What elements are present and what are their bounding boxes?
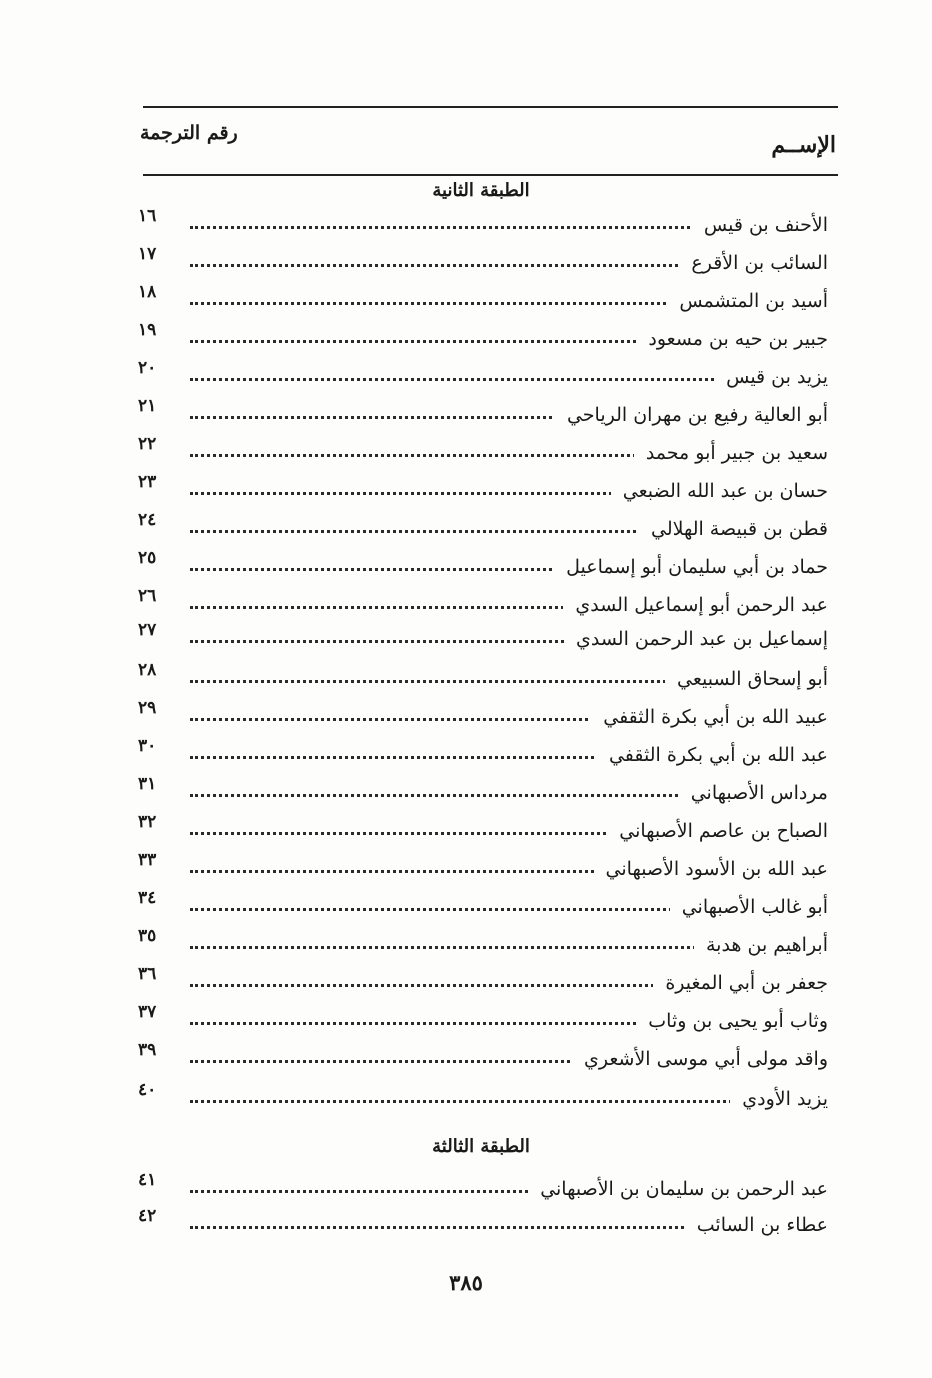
entry-number: ٣٧ — [138, 1002, 157, 1022]
list-item — [138, 926, 828, 960]
list-item — [138, 1080, 828, 1114]
list-item — [138, 396, 828, 430]
list-item — [138, 434, 828, 468]
entry-name: عبيد الله بن أبي بكرة الثقفي — [591, 702, 828, 732]
list-item — [138, 548, 828, 582]
entry-number: ٢٣ — [138, 472, 157, 492]
entry-name: جبير بن حيه بن مسعود — [636, 324, 828, 354]
entry-number: ٣٢ — [138, 812, 157, 832]
entry-name: حماد بن أبي سليمان أبو إسماعيل — [554, 552, 828, 582]
entry-number: ١٩ — [138, 320, 157, 340]
entry-number: ٢٨ — [138, 660, 157, 680]
entry-name: واقد مولى أبي موسى الأشعري — [572, 1044, 828, 1074]
entry-number: ٣٥ — [138, 926, 157, 946]
list-item — [138, 1040, 828, 1074]
entry-name: أبو غالب الأصبهاني — [670, 892, 828, 922]
column-header-number: رقم الترجمة — [140, 122, 238, 144]
header-rule — [143, 174, 838, 176]
top-rule — [143, 106, 838, 108]
entry-name: قطن بن قبيصة الهلالي — [639, 514, 828, 544]
entry-number: ٢٩ — [138, 698, 157, 718]
entry-name: مرداس الأصبهاني — [679, 778, 828, 808]
entry-name: أسيد بن المتشمس — [667, 286, 828, 316]
entry-name: أبو إسحاق السبيعي — [665, 664, 828, 694]
entry-number: ٣٤ — [138, 888, 157, 908]
list-item — [138, 510, 828, 544]
entry-number: ٤٢ — [138, 1206, 157, 1226]
list-item — [138, 472, 828, 506]
entry-name: السائب بن الأقرع — [679, 248, 828, 278]
entry-number: ٣٦ — [138, 964, 157, 984]
entry-name: عبد الرحمن بن سليمان بن الأصبهاني — [528, 1174, 828, 1204]
list-item — [138, 736, 828, 770]
entry-number: ٣٩ — [138, 1040, 157, 1060]
list-item — [138, 660, 828, 694]
entry-name: عبد الرحمن أبو إسماعيل السدي — [563, 590, 828, 620]
entry-name: عبد الله بن أبي بكرة الثقفي — [597, 740, 828, 770]
entry-number: ٢٠ — [138, 358, 157, 378]
list-item — [138, 812, 828, 846]
entry-name: الأحنف بن قيس — [692, 210, 828, 240]
list-item — [138, 888, 828, 922]
list-item — [138, 698, 828, 732]
section-title-second-tier: الطبقة الثانية — [432, 180, 530, 201]
entry-number: ٢١ — [138, 396, 157, 416]
list-item — [138, 620, 828, 654]
list-item — [138, 1002, 828, 1036]
entry-number: ٢٥ — [138, 548, 157, 568]
entry-name: عبد الله بن الأسود الأصبهاني — [594, 854, 828, 884]
page-number: ٣٨٥ — [449, 1270, 483, 1295]
list-item — [138, 244, 828, 278]
entry-name: إسماعيل بن عبد الرحمن السدي — [564, 624, 828, 654]
entry-number: ٢٤ — [138, 510, 157, 530]
section-title-third-tier: الطبقة الثالثة — [432, 1136, 530, 1157]
entry-name: وثاب أبو يحيى بن وثاب — [636, 1006, 828, 1036]
entry-name: جعفر بن أبي المغيرة — [653, 968, 828, 998]
entry-name: أبو العالية رفيع بن مهران الرياحي — [555, 400, 828, 430]
entry-number: ٢٦ — [138, 586, 157, 606]
entry-number: ٣١ — [138, 774, 157, 794]
entry-number: ٤٠ — [138, 1080, 157, 1100]
entry-number: ٣٠ — [138, 736, 157, 756]
column-header-name: الإســم — [771, 132, 836, 158]
entry-number: ٢٧ — [138, 620, 157, 640]
list-item — [138, 282, 828, 316]
list-item — [138, 206, 828, 240]
entry-number: ١٦ — [138, 206, 157, 226]
entry-name: حسان بن عبد الله الضبعي — [611, 476, 828, 506]
entry-name: سعيد بن جبير أبو محمد — [634, 438, 828, 468]
list-item — [138, 586, 828, 620]
entry-number: ٤١ — [138, 1170, 157, 1190]
list-item — [138, 850, 828, 884]
list-item — [138, 774, 828, 808]
entry-number: ٢٢ — [138, 434, 157, 454]
entry-name: عطاء بن السائب — [685, 1210, 828, 1240]
entry-number: ٣٣ — [138, 850, 157, 870]
list-item — [138, 964, 828, 998]
list-item — [138, 1206, 828, 1240]
entry-number: ١٧ — [138, 244, 157, 264]
list-item — [138, 1170, 828, 1204]
list-item — [138, 320, 828, 354]
entry-name: يزيد بن قيس — [714, 362, 828, 392]
entry-number: ١٨ — [138, 282, 157, 302]
entry-name: يزيد الأودي — [730, 1084, 828, 1114]
list-item — [138, 358, 828, 392]
entry-name: أبراهيم بن هدبة — [694, 930, 828, 960]
entry-name: الصباح بن عاصم الأصبهاني — [607, 816, 828, 846]
